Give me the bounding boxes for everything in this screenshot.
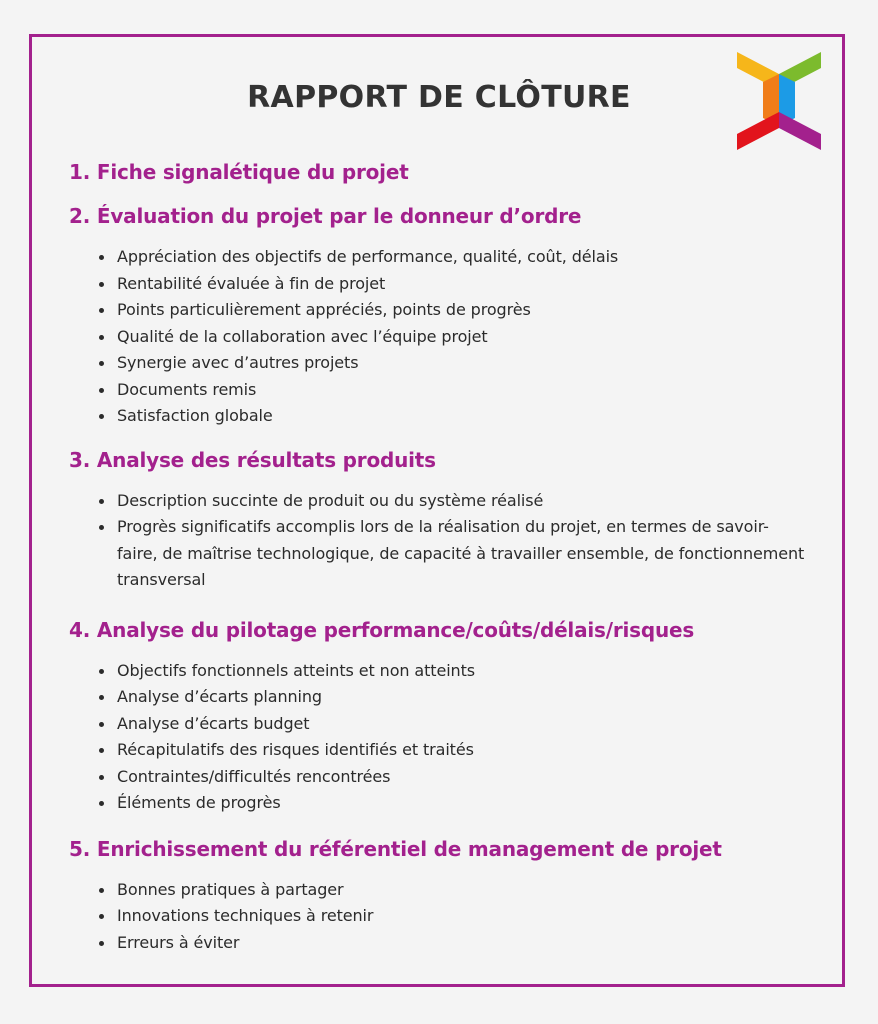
bullet-icon bbox=[99, 255, 104, 260]
logo-purple-shape bbox=[779, 112, 821, 150]
report-content bbox=[69, 158, 809, 956]
list-item-text: Description succinte de produit ou du système réalisé bbox=[117, 490, 544, 510]
list-item bbox=[99, 350, 809, 377]
list-item-text: Bonnes pratiques à partager bbox=[117, 879, 344, 899]
bullet-icon bbox=[99, 722, 104, 727]
bullet-icon bbox=[99, 888, 104, 893]
bullet-list bbox=[69, 877, 809, 957]
bullet-icon bbox=[99, 669, 104, 674]
bullet-icon bbox=[99, 361, 104, 366]
section-heading: 3. Analyse des résultats produits bbox=[69, 447, 436, 472]
list-item-text: Progrès significatifs accomplis lors de la réalisation du projet, en termes de savoir-faire, de maîtrise technologique, de capacité à travailler ensemble, de fonctionnement transversal bbox=[117, 517, 805, 589]
list-item bbox=[99, 903, 809, 930]
list-item bbox=[99, 790, 809, 817]
bullet-icon bbox=[99, 941, 104, 946]
list-item bbox=[99, 711, 809, 738]
section-fiche-signaletique bbox=[69, 158, 809, 186]
list-item bbox=[99, 244, 809, 271]
list-item-text: Objectifs fonctionnels atteints et non atteints bbox=[117, 660, 475, 680]
bullet-icon bbox=[99, 282, 104, 287]
logo-red-shape bbox=[737, 112, 779, 150]
section-analyse-pilotage bbox=[69, 616, 809, 817]
list-item-text: Analyse d’écarts planning bbox=[117, 687, 322, 706]
bullet-list bbox=[69, 658, 809, 817]
section-enrichissement bbox=[69, 835, 809, 957]
list-item bbox=[99, 271, 809, 298]
list-item bbox=[99, 324, 809, 351]
bullet-icon bbox=[99, 801, 104, 806]
section-evaluation bbox=[69, 202, 809, 430]
list-item-text: Satisfaction globale bbox=[117, 406, 273, 425]
list-item-text: Innovations techniques à retenir bbox=[117, 906, 374, 925]
list-item-text: Points particulièrement appréciés, points de progrès bbox=[117, 300, 531, 319]
bullet-icon bbox=[99, 388, 104, 393]
list-item-text: Analyse d’écarts budget bbox=[117, 713, 310, 733]
section-heading: 2. Évaluation du projet par le donneur d’ordre bbox=[69, 204, 582, 228]
bullet-icon bbox=[99, 499, 104, 504]
list-item bbox=[99, 684, 809, 711]
bullet-list bbox=[69, 488, 809, 594]
list-item-text: Éléments de progrès bbox=[117, 793, 281, 812]
section-heading: 1. Fiche signalétique du projet bbox=[69, 160, 409, 184]
bullet-icon bbox=[99, 695, 104, 700]
list-item bbox=[99, 297, 809, 324]
section-analyse-resultats bbox=[69, 446, 809, 594]
list-item bbox=[99, 488, 809, 515]
bullet-icon bbox=[99, 748, 104, 753]
list-item bbox=[99, 514, 809, 594]
bullet-icon bbox=[99, 775, 104, 780]
bullet-icon bbox=[99, 914, 104, 919]
list-item-text: Appréciation des objectifs de performance, qualité, coût, délais bbox=[117, 247, 619, 266]
bullet-icon bbox=[99, 335, 104, 340]
list-item-text: Contraintes/difficultés rencontrées bbox=[117, 766, 391, 786]
list-item bbox=[99, 737, 809, 764]
list-item bbox=[99, 764, 809, 791]
list-item-text: Documents remis bbox=[117, 379, 257, 399]
list-item-text: Récapitulatifs des risques identifiés et traités bbox=[117, 740, 474, 759]
bullet-icon bbox=[99, 414, 104, 419]
section-heading: 4. Analyse du pilotage performance/coûts/délais/risques bbox=[69, 617, 695, 642]
list-item-text: Erreurs à éviter bbox=[117, 932, 240, 952]
list-item bbox=[99, 377, 809, 404]
list-item bbox=[99, 403, 809, 430]
section-heading: 5. Enrichissement du référentiel de management de projet bbox=[69, 836, 722, 861]
list-item bbox=[99, 658, 809, 685]
bullet-icon bbox=[99, 525, 104, 530]
page-title: RAPPORT DE CLÔTURE bbox=[247, 80, 631, 115]
list-item-text: Qualité de la collaboration avec l’équipe projet bbox=[117, 326, 488, 346]
list-item bbox=[99, 877, 809, 904]
list-item-text: Rentabilité évaluée à fin de projet bbox=[117, 273, 386, 293]
bullet-icon bbox=[99, 308, 104, 313]
list-item bbox=[99, 930, 809, 957]
bullet-list bbox=[69, 244, 809, 430]
list-item-text: Synergie avec d’autres projets bbox=[117, 353, 359, 372]
